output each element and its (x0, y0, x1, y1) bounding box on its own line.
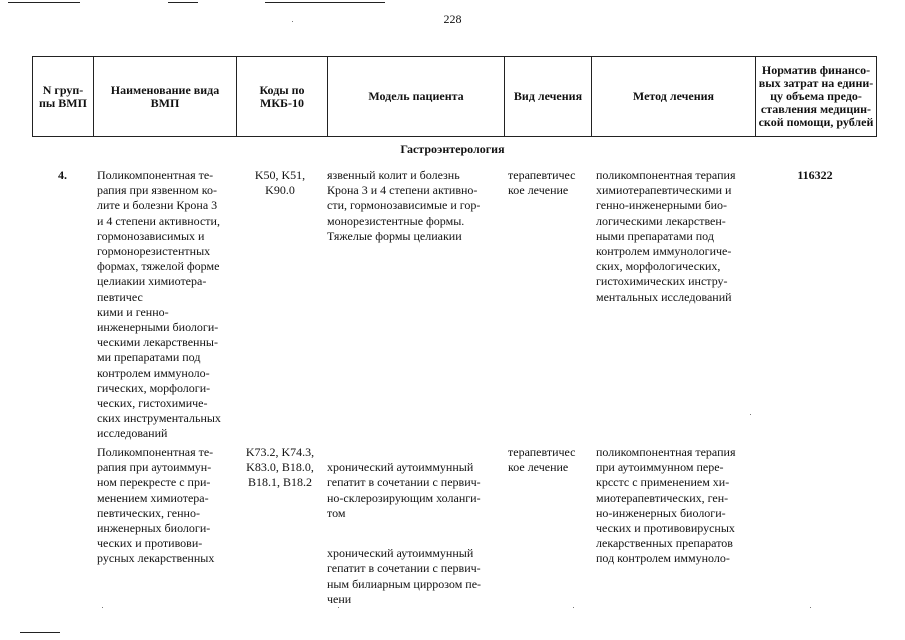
scan-speck (292, 21, 293, 22)
scan-speck (338, 607, 339, 608)
row2-vmp-name: Поликомпонентная те- рапия при аутоиммун- ном перекресте с при- менением химиотера- певтических, генно- инженерных биологи- ческих и противови- русных лекарственных (97, 445, 215, 566)
top-rule-2 (168, 2, 198, 3)
header-vmp-name: Наименование вида ВМП (110, 82, 220, 110)
header-mkb-codes: Коды по МКБ-10 (259, 82, 305, 110)
header-treatment-type: Вид лечения (513, 89, 583, 103)
scan-speck (573, 607, 574, 608)
row1-vmp-name: Поликомпонентная те- рапия при язвенном ко- лите и болезни Крона 3 и 4 степени активности, гормонозависимых и гормонорезистентных формах, тяжелой форме целиакии химиотера- певтичес кими и генно- инженерными биологи- ческими лекарственны- ми препаратами под контролем иммуноло- гических, морфологи- ческих, гистохимиче- ских инструментальных исследований (97, 168, 221, 441)
scan-speck (810, 607, 811, 608)
header-cost-norm: Норматив финансо- вых затрат на едини- цу объема предо- ставления медицин- ской помощи, рублей (758, 63, 874, 129)
row1-cost-norm: 116322 (797, 168, 833, 182)
top-rule-1 (8, 2, 80, 3)
row2-patient-model-1: хронический аутоиммунный гепатит в сочетании с первич- но-склерозирующим холанги- том (327, 460, 481, 520)
row1-treatment-type: терапевтичес кое лечение (508, 168, 576, 198)
top-rule-3 (265, 2, 385, 3)
row1-group-no: 4. (58, 168, 67, 182)
row2-patient-model-2: хронический аутоиммунный гепатит в сочетании с первич- ным билиарным циррозом пе- чени (327, 546, 482, 606)
row2-treatment-method: поликомпонентная терапия при аутоиммунном пере- крсстс с применением хи- миотерапевтических, ген- но-инженерных биологи- ческих и противовирусных лекарственных препаратов под контролем иммуноло- (596, 445, 736, 566)
header-patient-model: Модель пациента (368, 89, 464, 103)
row2-mkb-codes: K73.2, K74.3, K83.0, B18.0, B18.1, B18.2 (245, 445, 315, 490)
table-header (32, 56, 877, 137)
row1-treatment-method: поликомпонентная терапия химиотерапевтическими и генно-инженерными био- логическими лекарствен- ными препаратами под контролем иммунологиче- ских, морфологических, гистохимических инстру- ментальных исследований (596, 168, 736, 304)
header-group-no: N груп- пы ВМП (39, 82, 87, 110)
paragraph-gap (327, 521, 499, 531)
row1-mkb-codes: K50, K51, K90.0 (254, 168, 306, 198)
bottom-rule (20, 632, 60, 633)
row2-patient-model (327, 445, 499, 607)
header-treatment-method: Метод лечения (632, 89, 715, 103)
row2-treatment-type: терапевтичес кое лечение (508, 445, 576, 475)
section-title: Гастроэнтерология (400, 142, 505, 156)
scan-speck (102, 607, 103, 608)
scan-speck (750, 414, 751, 415)
row1-patient-model: язвенный колит и болезнь Крона 3 и 4 степени активно- сти, гормонозависимые и гор- монорезистентные формы. Тяжелые формы целиакии (327, 168, 481, 243)
page-number: 228 (443, 12, 462, 26)
